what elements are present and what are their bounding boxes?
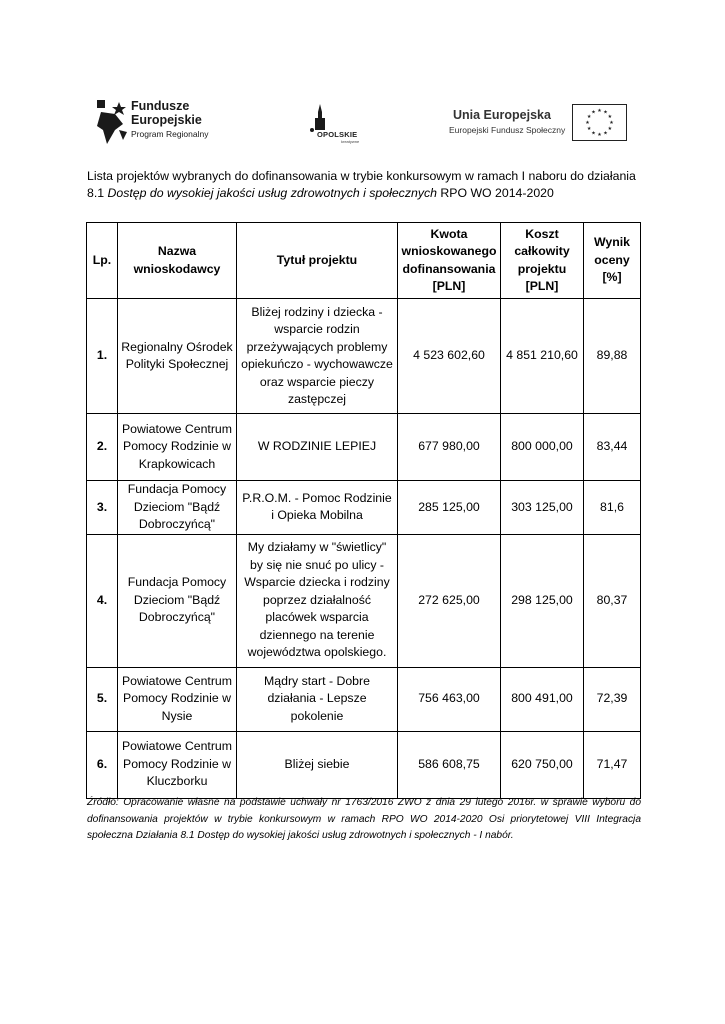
fe-star-icon xyxy=(97,100,127,144)
svg-text:★: ★ xyxy=(609,120,614,126)
intro-paragraph: Lista projektów wybranych do dofinansowania w trybie konkursowym w ramach I naboru do działania 8.1 Dostęp do wysokiej jakości usług zdrowotnych i społecznych RPO WO 2014-2020 xyxy=(87,169,636,200)
cell-applicant: Fundacja Pomocy Dzieciom "Bądź Dobroczyńcą" xyxy=(118,534,237,667)
svg-text:★: ★ xyxy=(597,108,602,114)
svg-text:★: ★ xyxy=(607,114,613,120)
cell-lp: 5. xyxy=(87,667,118,731)
svg-text:★: ★ xyxy=(607,126,613,132)
svg-text:★: ★ xyxy=(603,130,608,137)
cell-amount: 4 523 602,60 xyxy=(398,299,501,414)
cell-score: 89,88 xyxy=(584,299,641,414)
table-row xyxy=(87,534,641,667)
cell-lp: 3. xyxy=(87,481,118,535)
cell-score: 81,6 xyxy=(584,481,641,535)
svg-text:★: ★ xyxy=(597,132,602,138)
source-note: Źródło: Opracowanie własne na podstawie uchwały nr 1763/2016 ZWO z dnia 29 lutego 2016r. w sprawie wyboru do dofinansowania projektów w trybie konkursowym w ramach RPO WO 2014-2020 Osi priorytetowej VIII Integracja społeczna Działania 8.1 Dostęp do wysokiej jakości usług zdrowotnych i społecznych - I nabór. xyxy=(87,797,641,841)
ue-title: Unia Europejska xyxy=(453,108,551,122)
header-score: Wynik oceny [%] xyxy=(584,223,641,299)
cell-score: 80,37 xyxy=(584,534,641,667)
fundusze-europejskie-logo xyxy=(97,97,227,147)
cell-title: Bliżej siebie xyxy=(237,731,398,798)
cell-title: My działamy w "świetlicy" by się nie snuć po ulicy - Wsparcie dziecka i rodziny poprzez działalność placówek wsparcia dziennego na terenie województwa opolskiego. xyxy=(237,534,398,667)
header-amount: Kwota wnioskowanego dofinansowania [PLN] xyxy=(398,223,501,299)
cell-amount: 756 463,00 xyxy=(398,667,501,731)
fe-subtitle: Program Regionalny xyxy=(131,129,209,139)
table-header-row xyxy=(87,223,641,299)
unia-europejska-logo xyxy=(447,104,629,144)
cell-score: 71,47 xyxy=(584,731,641,798)
cell-cost: 303 125,00 xyxy=(501,481,584,535)
svg-text:★: ★ xyxy=(603,109,608,116)
svg-text:★: ★ xyxy=(586,126,592,132)
table-row xyxy=(87,481,641,535)
ue-subtitle: Europejski Fundusz Społeczny xyxy=(449,125,566,135)
projects-table xyxy=(86,222,641,799)
table-row xyxy=(87,299,641,414)
opolskie-logo xyxy=(303,104,373,146)
svg-text:★: ★ xyxy=(591,130,596,137)
cell-cost: 620 750,00 xyxy=(501,731,584,798)
cell-cost: 298 125,00 xyxy=(501,534,584,667)
cell-cost: 800 491,00 xyxy=(501,667,584,731)
header-lp: Lp. xyxy=(87,223,118,299)
svg-text:★: ★ xyxy=(591,109,596,116)
cell-lp: 6. xyxy=(87,731,118,798)
svg-text:★: ★ xyxy=(585,120,590,126)
opolskie-subtext: kreatywne xyxy=(341,139,360,144)
header-title: Tytuł projektu xyxy=(237,223,398,299)
header-applicant: Nazwa wnioskodawcy xyxy=(118,223,237,299)
cell-cost: 800 000,00 xyxy=(501,414,584,481)
cell-title: W RODZINIE LEPIEJ xyxy=(237,414,398,481)
cell-title: Bliżej rodziny i dziecka - wsparcie rodzin przeżywających problemy opiekuńczo - wychowawcze oraz wsparcie pieczy zastępczej xyxy=(237,299,398,414)
table-row xyxy=(87,731,641,798)
cell-score: 83,44 xyxy=(584,414,641,481)
cell-score: 72,39 xyxy=(584,667,641,731)
cell-applicant: Powiatowe Centrum Pomocy Rodzinie w Nysie xyxy=(118,667,237,731)
svg-text:★: ★ xyxy=(586,114,592,120)
opolskie-text: OPOLSKIE xyxy=(317,130,358,139)
cell-lp: 2. xyxy=(87,414,118,481)
header-cost: Koszt całkowity projektu [PLN] xyxy=(501,223,584,299)
cell-amount: 677 980,00 xyxy=(398,414,501,481)
cell-title: Mądry start - Dobre działania - Lepsze pokolenie xyxy=(237,667,398,731)
cell-amount: 586 608,75 xyxy=(398,731,501,798)
cell-cost: 4 851 210,60 xyxy=(501,299,584,414)
cell-title: P.R.O.M. - Pomoc Rodzinie i Opieka Mobilna xyxy=(237,481,398,535)
cell-lp: 1. xyxy=(87,299,118,414)
cell-applicant: Fundacja Pomocy Dzieciom "Bądź Dobroczyńcą" xyxy=(118,481,237,535)
fe-title: Fundusze Europejskie xyxy=(131,99,202,127)
eu-flag-icon xyxy=(572,104,627,141)
cell-lp: 4. xyxy=(87,534,118,667)
cell-applicant: Powiatowe Centrum Pomocy Rodzinie w Kluczborku xyxy=(118,731,237,798)
cell-amount: 272 625,00 xyxy=(398,534,501,667)
cell-applicant: Powiatowe Centrum Pomocy Rodzinie w Krapkowicach xyxy=(118,414,237,481)
table-row xyxy=(87,667,641,731)
cell-applicant: Regionalny Ośrodek Polityki Społecznej xyxy=(118,299,237,414)
cell-amount: 285 125,00 xyxy=(398,481,501,535)
table-row xyxy=(87,414,641,481)
